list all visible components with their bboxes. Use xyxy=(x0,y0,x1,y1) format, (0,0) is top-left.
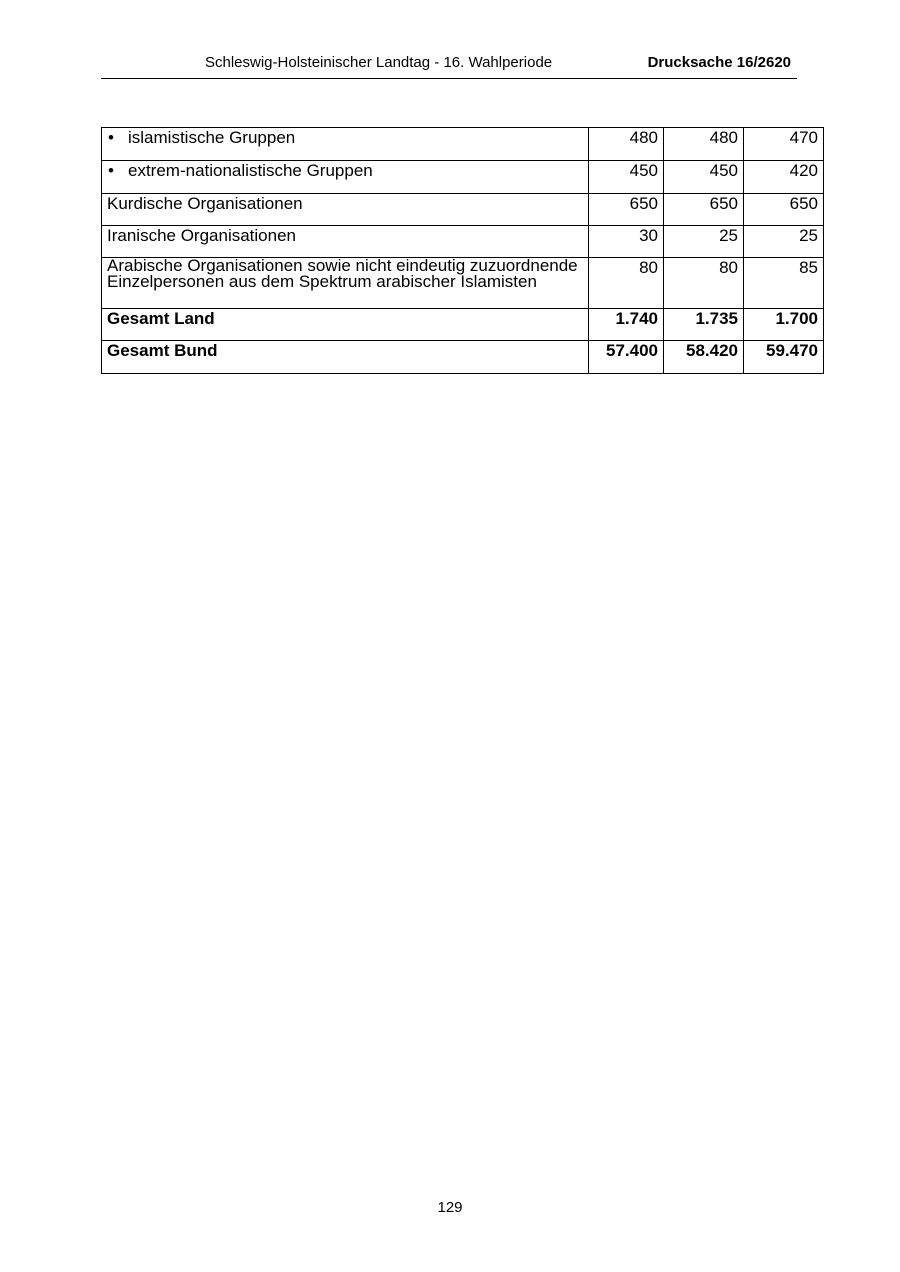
value-cell: 480 xyxy=(664,128,744,161)
table-row xyxy=(102,194,824,226)
row-label: • extrem-nationalistische Gruppen xyxy=(102,161,589,194)
value-cell: 1.700 xyxy=(744,309,824,341)
table-row xyxy=(102,258,824,309)
table-row-total-land xyxy=(102,309,824,341)
value-cell: 1.740 xyxy=(589,309,664,341)
value-cell: 30 xyxy=(589,226,664,258)
row-label: Gesamt Land xyxy=(102,309,589,341)
value-cell: 80 xyxy=(664,258,744,309)
value-cell: 85 xyxy=(744,258,824,309)
value-cell: 59.470 xyxy=(744,341,824,374)
value-cell: 80 xyxy=(589,258,664,309)
value-cell: 25 xyxy=(664,226,744,258)
value-cell: 650 xyxy=(744,194,824,226)
value-cell: 25 xyxy=(744,226,824,258)
value-cell: 420 xyxy=(744,161,824,194)
row-label: Arabische Organisationen sowie nicht eindeutig zuzuordnende Einzelpersonen aus dem Spektrum arabischer Islamisten xyxy=(102,258,589,309)
page-number: 129 xyxy=(437,1199,463,1216)
row-label: Gesamt Bund xyxy=(102,341,589,374)
bullet-icon: • xyxy=(108,128,114,147)
table-row-total-bund xyxy=(102,341,824,374)
bullet-icon: • xyxy=(108,161,114,180)
statistics-table xyxy=(101,127,824,374)
value-cell: 650 xyxy=(664,194,744,226)
page-header xyxy=(101,52,797,79)
header-title: Schleswig-Holsteinischer Landtag - 16. Wahlperiode xyxy=(205,54,553,71)
value-cell: 470 xyxy=(744,128,824,161)
value-cell: 58.420 xyxy=(664,341,744,374)
value-cell: 57.400 xyxy=(589,341,664,374)
value-cell: 450 xyxy=(589,161,664,194)
header-drucksache: Drucksache 16/2620 xyxy=(647,54,791,71)
table-row xyxy=(102,226,824,258)
value-cell: 650 xyxy=(589,194,664,226)
row-label: • islamistische Gruppen xyxy=(102,128,589,161)
table-row xyxy=(102,161,824,194)
value-cell: 450 xyxy=(664,161,744,194)
row-label: Iranische Organisationen xyxy=(102,226,589,258)
value-cell: 480 xyxy=(589,128,664,161)
row-label: Kurdische Organisationen xyxy=(102,194,589,226)
value-cell: 1.735 xyxy=(664,309,744,341)
table-row xyxy=(102,128,824,161)
